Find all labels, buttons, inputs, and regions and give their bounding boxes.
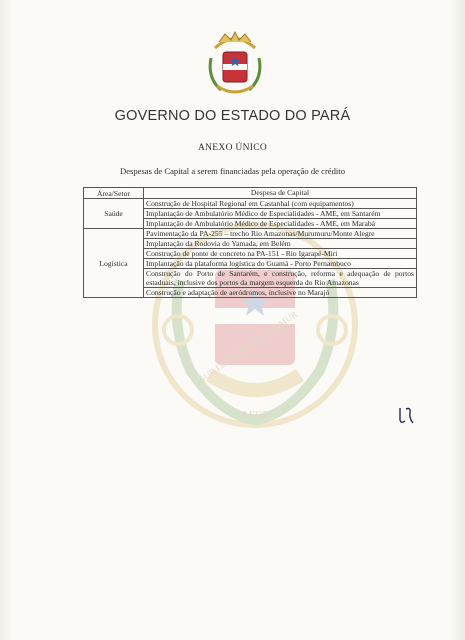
- government-title: GOVERNO DO ESTADO DO PARÁ: [114, 108, 351, 124]
- expense-cell: Construção e adaptação de aeródromos, inclusive no Marajó: [144, 288, 417, 298]
- expense-cell: Pavimentação da PA-255 – trecho Rio Amazonas/Murumuru/Monte Alegre: [144, 229, 417, 239]
- expense-cell: Implantação de Ambulatório Médico de Especialidades - AME, em Santarém: [144, 209, 417, 219]
- expense-cell: Construção do Porto de Santarém, e construção, reforma e adequação de portos estaduais, inclusive dos portos da margem esquerda do Rio Amazonas: [144, 269, 417, 288]
- area-cell-health: Saúde: [84, 199, 144, 229]
- column-header-expense: Despesa de Capital: [144, 188, 417, 199]
- capital-expenses-table: [83, 187, 417, 298]
- handwritten-initials-signature: [397, 404, 419, 426]
- annex-title: ANEXO ÚNICO: [197, 143, 267, 153]
- table-row: [84, 199, 417, 209]
- area-cell-logistics: Logística: [84, 229, 144, 298]
- watermark-motto-arc: SUB LEGE PROGREDIAMUR: [197, 308, 299, 385]
- annex-subtitle: Despesas de Capital a serem financiadas pela operação de crédito: [119, 166, 345, 176]
- table-header-row: [84, 188, 417, 199]
- table-row: [84, 229, 417, 239]
- expense-cell: Implantação da plataforma logística do Guamá - Porto Pernambuco: [144, 259, 417, 269]
- column-header-area: Área/Setor: [84, 188, 144, 199]
- watermark-motto-lege: LEGE: [243, 410, 269, 421]
- state-crest-icon: [205, 28, 265, 98]
- expense-cell: Construção de Hospital Regional em Castanhal (com equipamentos): [144, 199, 417, 209]
- expense-cell: Implantação da Rodovia do Yamada, em Belém: [144, 239, 417, 249]
- expense-cell: Implantação de Ambulatório Médico de Especialidades - AME, em Marabá: [144, 219, 417, 229]
- expense-cell: Construção de ponte de concreto na PA-151 - Rio Igarapé-Miri: [144, 249, 417, 259]
